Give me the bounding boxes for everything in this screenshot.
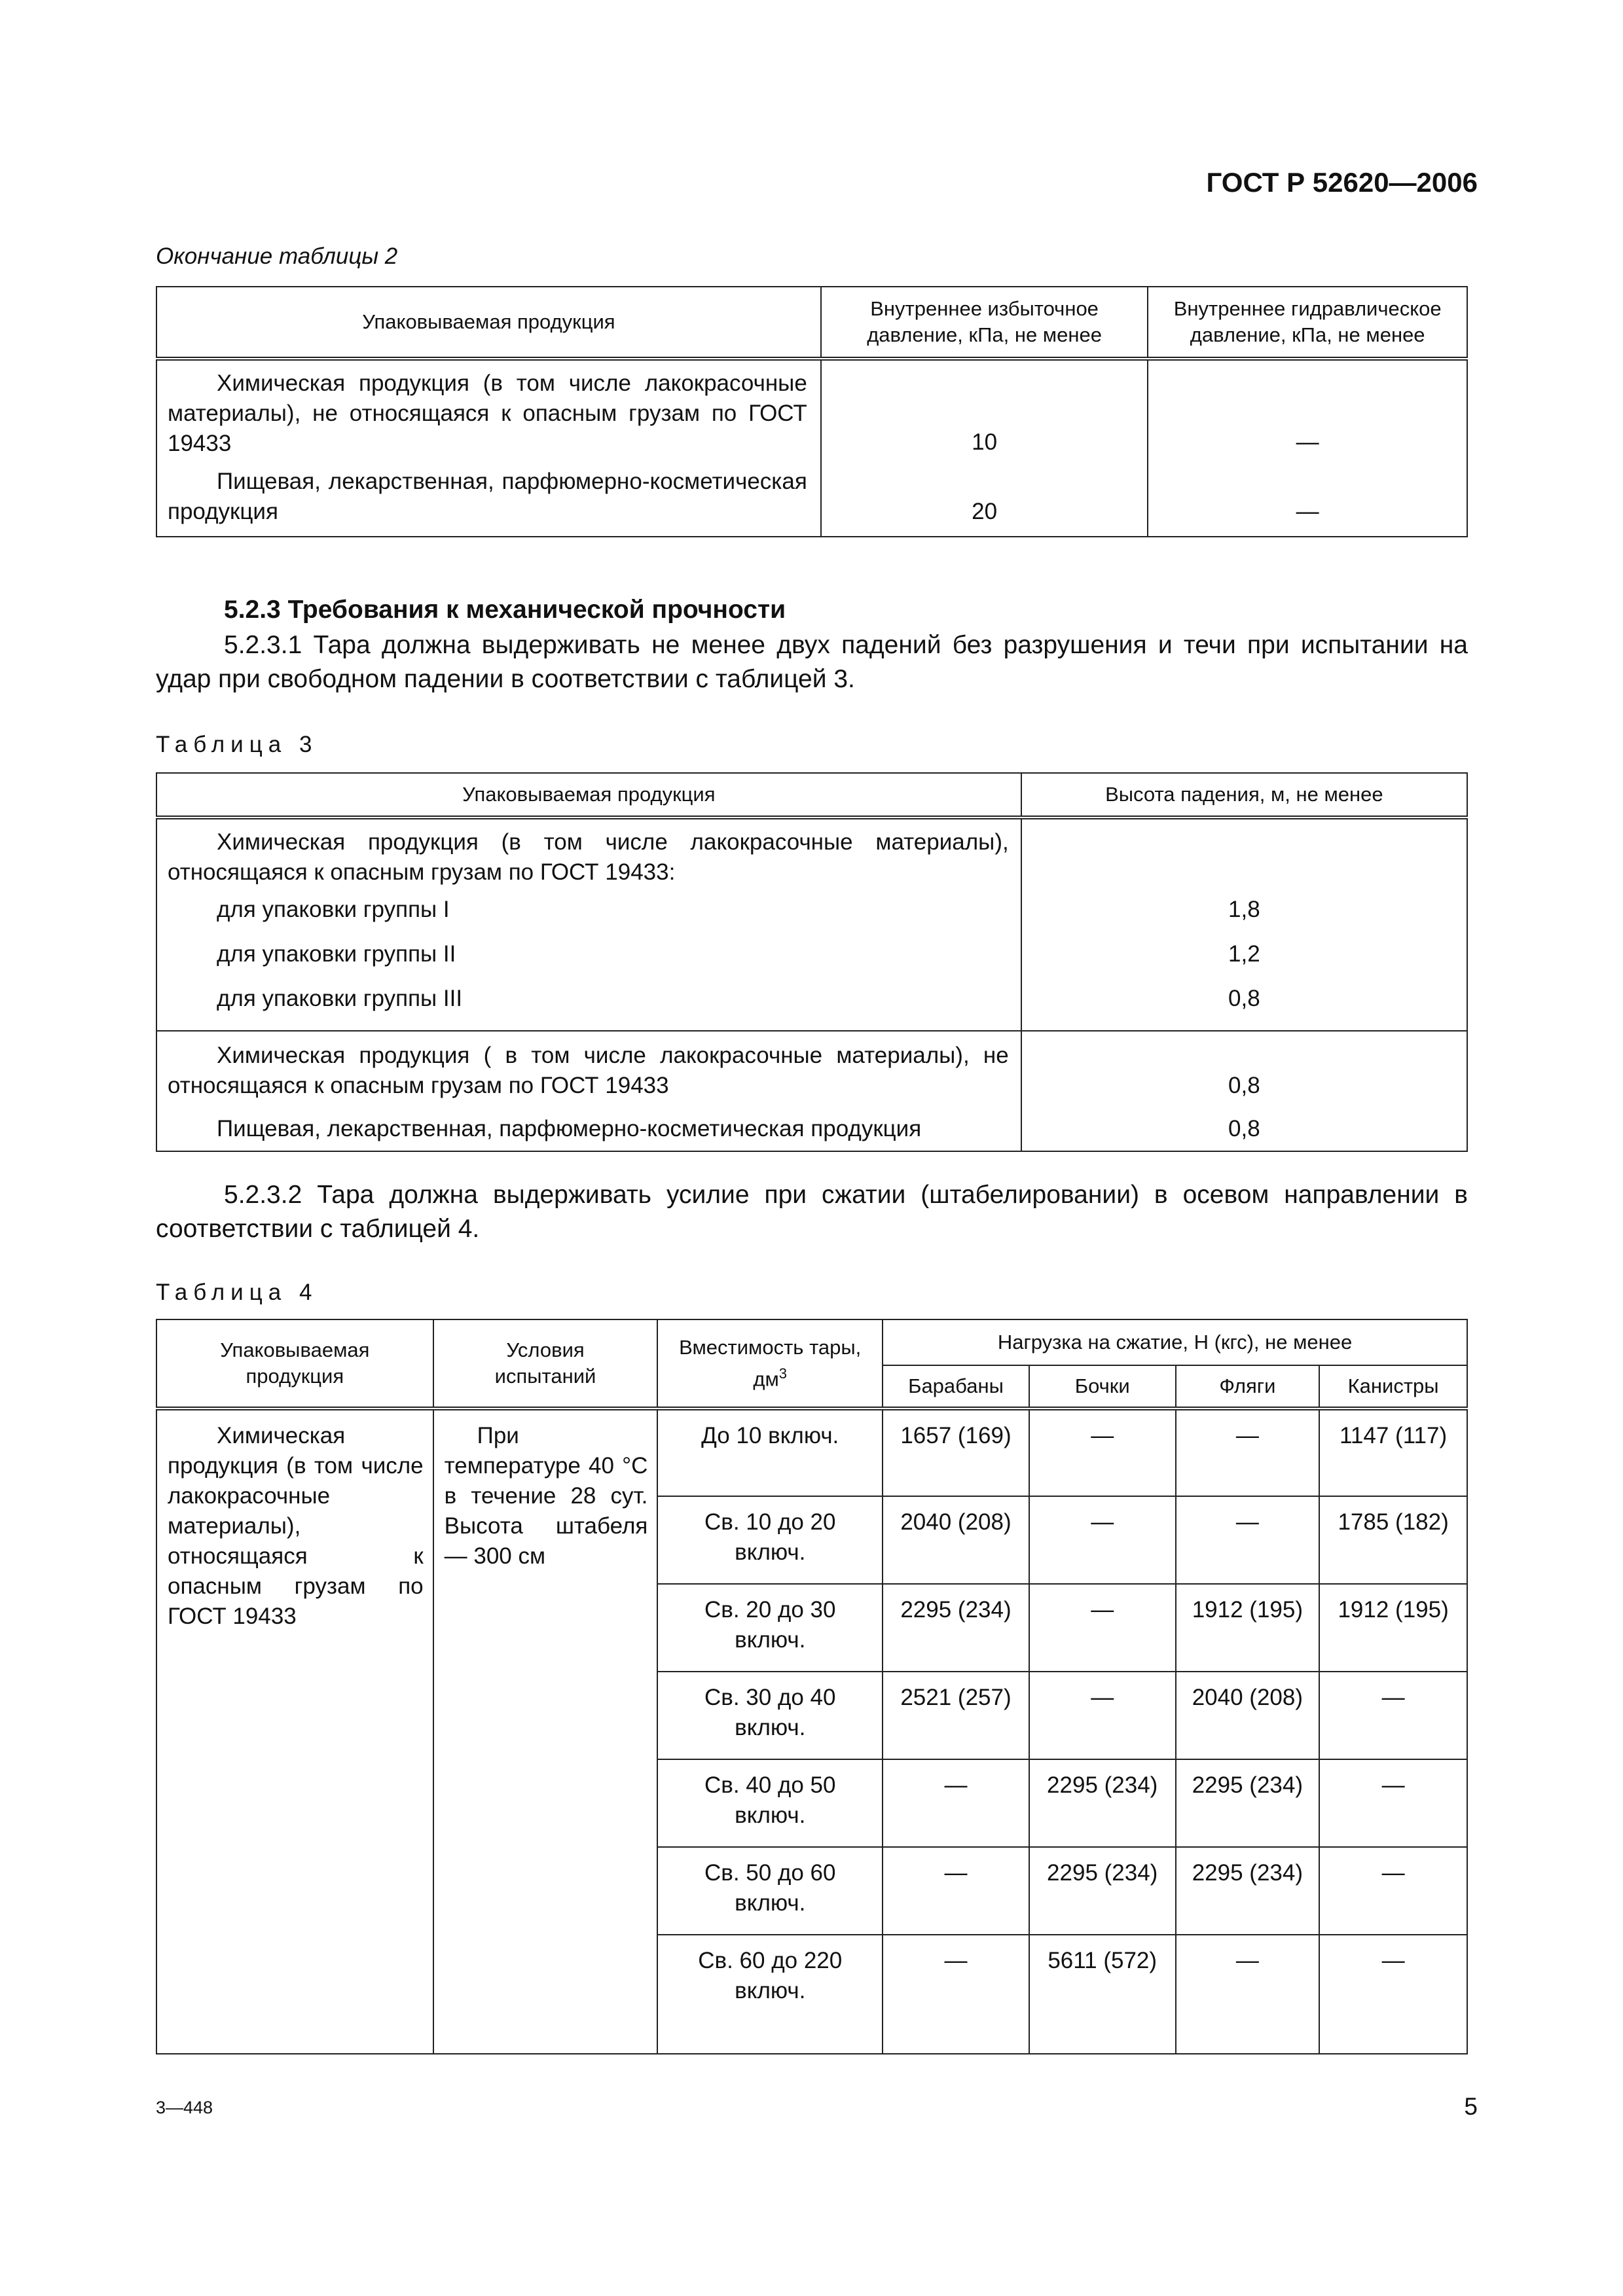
t4-sub-canisters: Канистры bbox=[1319, 1365, 1467, 1408]
t3-group2 bbox=[156, 1031, 1021, 1151]
t4-r1-canisters: 1147 (117) bbox=[1319, 1408, 1467, 1496]
t4-r6-drums: — bbox=[883, 1847, 1029, 1935]
standard-code: ГОСТ Р 52620—2006 bbox=[1206, 167, 1478, 198]
t4-r4-barrels: — bbox=[1029, 1672, 1176, 1759]
t3-col-height: Высота падения, м, не менее bbox=[1021, 773, 1467, 817]
t4-r5-drums: — bbox=[883, 1759, 1029, 1847]
page-number: 5 bbox=[1464, 2093, 1478, 2120]
t4-sub-flasks: Фляги bbox=[1176, 1365, 1320, 1408]
t3-group1-value2: 1,2 bbox=[1228, 941, 1260, 967]
t2-row1-internal: 10 bbox=[821, 359, 1148, 463]
t4-sub-drums: Барабаны bbox=[883, 1365, 1029, 1408]
t4-r4-flasks: 2040 (208) bbox=[1176, 1672, 1320, 1759]
t4-r5-flasks: 2295 (234) bbox=[1176, 1759, 1320, 1847]
t4-col-load: Нагрузка на сжатие, Н (кгс), не менее bbox=[883, 1319, 1467, 1365]
t4-col-conditions: Условия испытаний bbox=[433, 1319, 658, 1408]
t4-col-capacity-label: Вместимость тары, дм bbox=[679, 1335, 862, 1391]
t3-group1-line3: для упаковки группы III bbox=[217, 986, 463, 1011]
t4-r5-canisters: — bbox=[1319, 1759, 1467, 1847]
t4-r4-canisters: — bbox=[1319, 1672, 1467, 1759]
t4-col-product: Упаковываемая продукция bbox=[156, 1319, 433, 1408]
t4-r3-canisters: 1912 (195) bbox=[1319, 1584, 1467, 1672]
t4-r3-drums: 2295 (234) bbox=[883, 1584, 1029, 1672]
t4-col-capacity bbox=[657, 1319, 883, 1408]
t4-r2-capacity: Св. 10 до 20 включ. bbox=[657, 1496, 883, 1584]
table2-caption: Окончание таблицы 2 bbox=[156, 243, 398, 269]
paragraph-5-2-3-1: 5.2.3.1 Тара должна выдерживать не менее двух падений без разрушения и течи при испытании на удар при свободном падении в соответствии с таблицей 3. bbox=[156, 631, 1468, 693]
t4-r6-barrels: 2295 (234) bbox=[1029, 1847, 1176, 1935]
t3-group2-product1: Химическая продукция ( в том числе лакокрасочные материалы), не относящаяся к опасным грузам по ГОСТ 19433 bbox=[168, 1043, 1009, 1098]
t4-r7-drums: — bbox=[883, 1935, 1029, 2054]
paragraph-5-2-3-2: 5.2.3.2 Тара должна выдерживать усилие при сжатии (штабелировании) в осевом направлении в соответствии с таблицей 4. bbox=[156, 1181, 1468, 1243]
t3-group2-value1: 0,8 bbox=[1228, 1073, 1260, 1098]
t4-r4-capacity: Св. 30 до 40 включ. bbox=[657, 1672, 883, 1759]
t2-col-product: Упаковываемая продукция bbox=[156, 287, 821, 359]
t3-group1-product: Химическая продукция (в том числе лакокрасочные материалы), относящаяся к опасным грузам по ГОСТ 19433: bbox=[168, 829, 1009, 885]
t4-r5-capacity: Св. 40 до 50 включ. bbox=[657, 1759, 883, 1847]
t4-r2-flasks: — bbox=[1176, 1496, 1320, 1584]
t4-r7-barrels: 5611 (572) bbox=[1029, 1935, 1176, 2054]
t4-r1-capacity: До 10 включ. bbox=[657, 1408, 883, 1496]
table3-caption: Таблица 3 bbox=[156, 732, 318, 757]
table4-caption: Таблица 4 bbox=[156, 1280, 318, 1305]
t3-col-product: Упаковываемая продукция bbox=[156, 773, 1021, 817]
t3-group2-value2: 0,8 bbox=[1228, 1116, 1260, 1141]
t4-r6-canisters: — bbox=[1319, 1847, 1467, 1935]
t3-group1 bbox=[156, 817, 1021, 1031]
t4-r4-drums: 2521 (257) bbox=[883, 1672, 1029, 1759]
t3-group1-value3: 0,8 bbox=[1228, 986, 1260, 1011]
t4-r3-flasks: 1912 (195) bbox=[1176, 1584, 1320, 1672]
t4-r7-flasks: — bbox=[1176, 1935, 1320, 2054]
t2-row2-product: Пищевая, лекарственная, парфюмерно-косметическая продукция bbox=[156, 463, 821, 537]
t3-group1-value1: 1,8 bbox=[1228, 897, 1260, 922]
t2-col-hydraulic: Внутреннее гидравлическое давление, кПа, не менее bbox=[1148, 287, 1467, 359]
t2-col-internal: Внутреннее избыточное давление, кПа, не менее bbox=[821, 287, 1148, 359]
t4-r1-drums: 1657 (169) bbox=[883, 1408, 1029, 1496]
t4-r6-capacity: Св. 50 до 60 включ. bbox=[657, 1847, 883, 1935]
t4-r7-capacity: Св. 60 до 220 включ. bbox=[657, 1935, 883, 2054]
t2-row2-hydraulic: — bbox=[1148, 463, 1467, 537]
t4-sub-barrels: Бочки bbox=[1029, 1365, 1176, 1408]
t2-row1-hydraulic: — bbox=[1148, 359, 1467, 463]
t4-r3-barrels: — bbox=[1029, 1584, 1176, 1672]
t2-row2-internal: 20 bbox=[821, 463, 1148, 537]
footer-print-code: 3—448 bbox=[156, 2098, 213, 2117]
table-4 bbox=[156, 1319, 1468, 2054]
t4-r3-capacity: Св. 20 до 30 включ. bbox=[657, 1584, 883, 1672]
t4-col-capacity-sup: 3 bbox=[778, 1365, 788, 1382]
t3-group2-product2: Пищевая, лекарственная, парфюмерно-косметическая продукция bbox=[217, 1116, 922, 1141]
t4-r1-barrels: — bbox=[1029, 1408, 1176, 1496]
t4-conditions: При температуре 40 °С в течение 28 сут. Высота штабеля — 300 см bbox=[433, 1408, 658, 2054]
t4-r1-flasks: — bbox=[1176, 1408, 1320, 1496]
t3-group1-line2: для упаковки группы II bbox=[217, 941, 456, 967]
t3-group1-line1: для упаковки группы I bbox=[217, 897, 450, 922]
t3-group2-values bbox=[1021, 1031, 1467, 1151]
t4-r2-canisters: 1785 (182) bbox=[1319, 1496, 1467, 1584]
t3-group1-values bbox=[1021, 817, 1467, 1031]
t4-r2-drums: 2040 (208) bbox=[883, 1496, 1029, 1584]
t4-r6-flasks: 2295 (234) bbox=[1176, 1847, 1320, 1935]
table-2 bbox=[156, 286, 1468, 537]
t2-row1-product: Химическая продукция (в том числе лакокрасочные материалы), не относящаяся к опасным грузам по ГОСТ 19433 bbox=[156, 359, 821, 463]
section-title: 5.2.3 Требования к механической прочности bbox=[224, 596, 786, 624]
t4-r2-barrels: — bbox=[1029, 1496, 1176, 1584]
t4-r7-canisters: — bbox=[1319, 1935, 1467, 2054]
table-3 bbox=[156, 772, 1468, 1152]
t4-product: Химическая продукция (в том числе лакокрасочные материалы), относящаяся к опасным грузам по ГОСТ 19433 bbox=[156, 1408, 433, 2054]
t4-r5-barrels: 2295 (234) bbox=[1029, 1759, 1176, 1847]
